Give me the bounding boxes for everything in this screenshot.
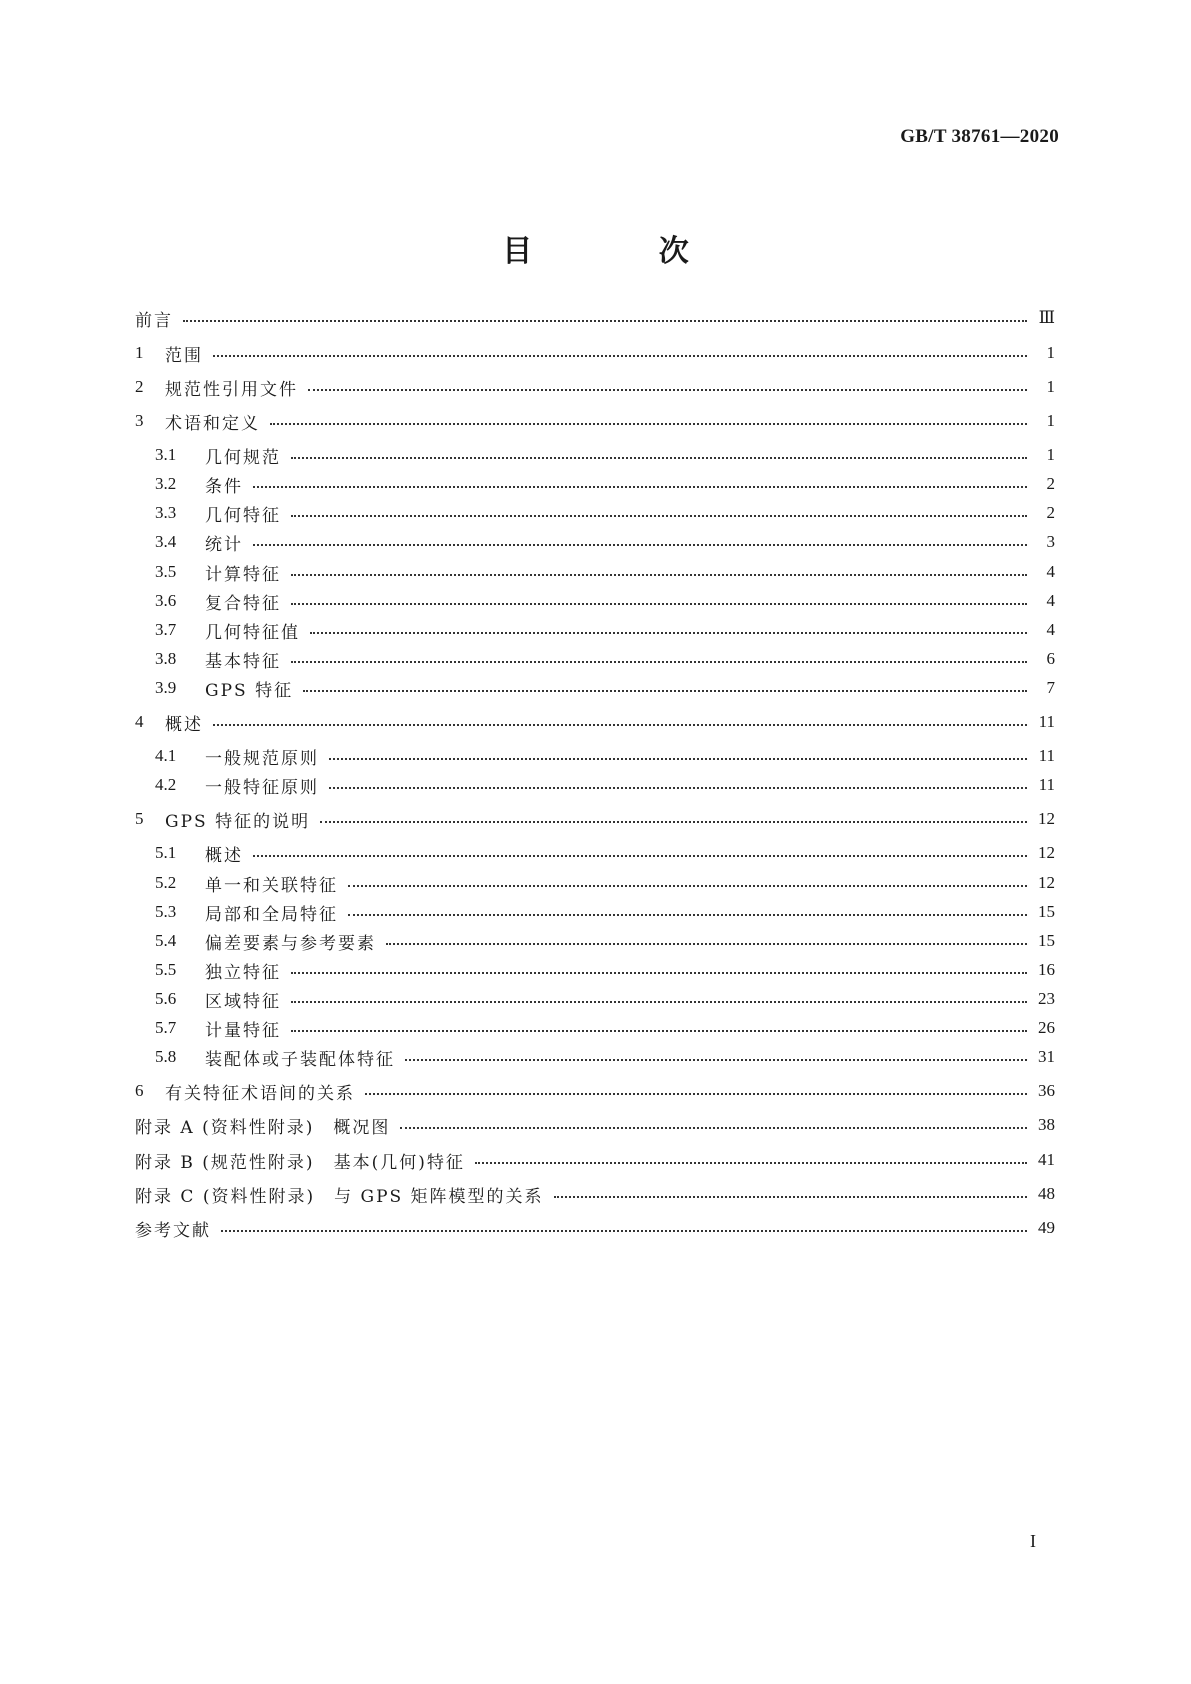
toc-entry-title: 前言 <box>135 310 173 331</box>
toc-entry-1[interactable] <box>135 340 1055 366</box>
toc-leader-dots <box>270 413 1027 425</box>
toc-entry-page: 12 <box>1038 873 1055 892</box>
toc-entry-number: 5.4 <box>155 931 177 950</box>
toc-entry-page: Ⅲ <box>1038 308 1055 327</box>
toc-entry-page: 11 <box>1038 746 1055 765</box>
toc-entry-appendix-a[interactable] <box>135 1112 1055 1138</box>
toc-entry-title: 参考文献 <box>135 1220 211 1241</box>
toc-entry-4-1[interactable] <box>155 743 1055 769</box>
toc-leader-dots <box>291 447 1027 459</box>
toc-entry-page: 1 <box>1046 343 1055 362</box>
toc-entry-5-6[interactable] <box>155 986 1055 1012</box>
toc-leader-dots <box>386 933 1027 945</box>
toc-entry-4[interactable] <box>135 709 1055 735</box>
toc-entry-page: 38 <box>1038 1115 1055 1134</box>
toc-entry-number: 3.5 <box>155 562 177 581</box>
toc-entry-number: 5.5 <box>155 960 177 979</box>
toc-entry-appendix-b[interactable] <box>135 1147 1055 1173</box>
toc-entry-page: 11 <box>1038 775 1055 794</box>
toc-entry-5-8[interactable] <box>155 1044 1055 1070</box>
toc-leader-dots <box>320 811 1027 823</box>
toc-leader-dots <box>303 680 1027 692</box>
toc-entry-title: GPS 特征的说明 <box>165 811 311 832</box>
toc-entry-5-3[interactable] <box>155 899 1055 925</box>
toc-entry-title: 计算特征 <box>205 564 281 585</box>
toc-entry-title: 几何规范 <box>205 447 281 468</box>
toc-leader-dots <box>253 476 1027 488</box>
toc-entry-number: 3.8 <box>155 649 177 668</box>
toc-entry-number: 5.2 <box>155 873 177 892</box>
toc-leader-dots <box>213 714 1027 726</box>
toc-entry-page: 15 <box>1038 902 1055 921</box>
toc-entry-page: 1 <box>1046 377 1055 396</box>
toc-entry-number: 3.1 <box>155 445 177 464</box>
page-title: 目 次 <box>502 234 747 269</box>
toc-leader-dots <box>291 962 1027 974</box>
toc-entry-3-1[interactable] <box>155 442 1055 468</box>
toc-entry-number: 3.7 <box>155 620 177 639</box>
toc-entry-title: 范围 <box>165 345 203 366</box>
toc-entry-title: 复合特征 <box>205 593 281 614</box>
toc-entry-6[interactable] <box>135 1078 1055 1104</box>
toc-entry-page: 49 <box>1038 1218 1055 1237</box>
toc-entry-page: 11 <box>1038 712 1055 731</box>
toc-entry-title: 概述 <box>205 845 243 866</box>
toc-entry-number: 6 <box>135 1081 144 1100</box>
toc-entry-references[interactable] <box>135 1215 1055 1241</box>
toc-leader-dots <box>253 534 1027 546</box>
toc-entry-number: 5.7 <box>155 1018 177 1037</box>
toc-entry-page: 2 <box>1046 474 1055 493</box>
toc-leader-dots <box>329 748 1027 760</box>
toc-entry-number: 3.2 <box>155 474 177 493</box>
toc-entry-number: 5.8 <box>155 1047 177 1066</box>
toc-entry-title: 条件 <box>205 476 243 497</box>
toc-entry-5-4[interactable] <box>155 928 1055 954</box>
toc-leader-dots <box>308 379 1027 391</box>
toc-leader-dots <box>291 1020 1027 1032</box>
toc-entry-title: 有关特征术语间的关系 <box>165 1083 355 1104</box>
toc-entry-page: 7 <box>1046 678 1055 697</box>
toc-entry-number: 3.4 <box>155 532 177 551</box>
toc-entry-5-5[interactable] <box>155 957 1055 983</box>
toc-leader-dots <box>405 1049 1027 1061</box>
toc-leader-dots <box>291 564 1027 576</box>
toc-entry-3-4[interactable] <box>155 529 1055 555</box>
toc-leader-dots <box>291 505 1027 517</box>
toc-leader-dots <box>348 904 1027 916</box>
toc-entry-title: 独立特征 <box>205 962 281 983</box>
toc-entry-number: 4.1 <box>155 746 177 765</box>
toc-leader-dots <box>291 593 1027 605</box>
toc-leader-dots <box>329 777 1027 789</box>
toc-entry-title: 附录 A (资料性附录) 概况图 <box>135 1117 391 1138</box>
toc-entry-5-7[interactable] <box>155 1015 1055 1041</box>
toc-entry-title: GPS 特征 <box>205 680 294 701</box>
toc-entry-page: 48 <box>1038 1184 1055 1203</box>
toc-entry-page: 12 <box>1038 809 1055 828</box>
toc-entry-number: 3.3 <box>155 503 177 522</box>
toc-entry-3-3[interactable] <box>155 500 1055 526</box>
toc-entry-page: 12 <box>1038 843 1055 862</box>
toc-entry-page: 4 <box>1046 562 1055 581</box>
toc-entry-page: 3 <box>1046 532 1055 551</box>
toc-entry-5-2[interactable] <box>155 870 1055 896</box>
toc-leader-dots <box>213 345 1027 357</box>
toc-entry-3[interactable] <box>135 408 1055 434</box>
toc-entry-4-2[interactable] <box>155 772 1055 798</box>
toc-entry-number: 4.2 <box>155 775 177 794</box>
toc-entry-number: 2 <box>135 377 144 396</box>
toc-leader-dots <box>348 875 1027 887</box>
toc-leader-dots <box>291 651 1027 663</box>
toc-entry-title: 区域特征 <box>205 991 281 1012</box>
toc-entry-title: 规范性引用文件 <box>165 379 298 400</box>
toc-entry-number: 3.6 <box>155 591 177 610</box>
toc-entry-number: 5.6 <box>155 989 177 1008</box>
toc-entry-appendix-c[interactable] <box>135 1181 1055 1207</box>
toc-entry-number: 3 <box>135 411 144 430</box>
toc-entry-number: 5.1 <box>155 843 177 862</box>
toc-entry-3-9[interactable] <box>155 675 1055 701</box>
toc-leader-dots <box>221 1220 1027 1232</box>
standard-number: GB/T 38761—2020 <box>900 126 1059 147</box>
toc-entry-page: 16 <box>1038 960 1055 979</box>
toc-entry-number: 5 <box>135 809 144 828</box>
toc-entry-number: 5.3 <box>155 902 177 921</box>
toc-entry-title: 几何特征 <box>205 505 281 526</box>
toc-entry-title: 装配体或子装配体特征 <box>205 1049 395 1070</box>
toc-entry-title: 局部和全局特征 <box>205 904 338 925</box>
toc-entry-title: 基本特征 <box>205 651 281 672</box>
toc-entry-3-8[interactable] <box>155 646 1055 672</box>
toc-entry-3-6[interactable] <box>155 588 1055 614</box>
toc-leader-dots <box>253 845 1027 857</box>
toc-entry-page: 23 <box>1038 989 1055 1008</box>
toc-entry-3-5[interactable] <box>155 559 1055 585</box>
toc-entry-3-2[interactable] <box>155 471 1055 497</box>
toc-leader-dots <box>475 1152 1027 1164</box>
toc-entry-title: 单一和关联特征 <box>205 875 338 896</box>
toc-leader-dots <box>291 991 1027 1003</box>
toc-entry-page: 1 <box>1046 445 1055 464</box>
toc-entry-5[interactable] <box>135 806 1055 832</box>
toc-entry-title: 附录 B (规范性附录) 基本(几何)特征 <box>135 1152 465 1173</box>
toc-entry-page: 26 <box>1038 1018 1055 1037</box>
toc-entry-5-1[interactable] <box>155 840 1055 866</box>
toc-entry-page: 15 <box>1038 931 1055 950</box>
toc-entry-page: 6 <box>1046 649 1055 668</box>
toc-entry-title: 统计 <box>205 534 243 555</box>
toc-entry-title: 一般特征原则 <box>205 777 319 798</box>
toc-leader-dots <box>365 1083 1027 1095</box>
toc-entry-page: 1 <box>1046 411 1055 430</box>
toc-entry-page: 4 <box>1046 591 1055 610</box>
toc-leader-dots <box>183 310 1027 322</box>
toc-entry-page: 36 <box>1038 1081 1055 1100</box>
toc-entry-title: 一般规范原则 <box>205 748 319 769</box>
toc-leader-dots <box>554 1186 1027 1198</box>
toc-entry-number: 4 <box>135 712 144 731</box>
toc-entry-title: 术语和定义 <box>165 413 260 434</box>
toc-entry-preface[interactable] <box>135 305 1055 331</box>
toc-entry-2[interactable] <box>135 374 1055 400</box>
toc-entry-number: 3.9 <box>155 678 177 697</box>
toc-leader-dots <box>400 1117 1027 1129</box>
toc-entry-3-7[interactable] <box>155 617 1055 643</box>
toc-entry-title: 附录 C (资料性附录) 与 GPS 矩阵模型的关系 <box>135 1186 544 1207</box>
toc-entry-title: 几何特征值 <box>205 622 300 643</box>
toc-entry-page: 31 <box>1038 1047 1055 1066</box>
toc-leader-dots <box>310 622 1027 634</box>
toc-entry-number: 1 <box>135 343 144 362</box>
toc-entry-page: 4 <box>1046 620 1055 639</box>
toc-entry-page: 41 <box>1038 1150 1055 1169</box>
toc-entry-title: 偏差要素与参考要素 <box>205 933 376 954</box>
toc-entry-page: 2 <box>1046 503 1055 522</box>
toc-entry-title: 概述 <box>165 714 203 735</box>
page-number: I <box>1030 1531 1036 1551</box>
toc-entry-title: 计量特征 <box>205 1020 281 1041</box>
